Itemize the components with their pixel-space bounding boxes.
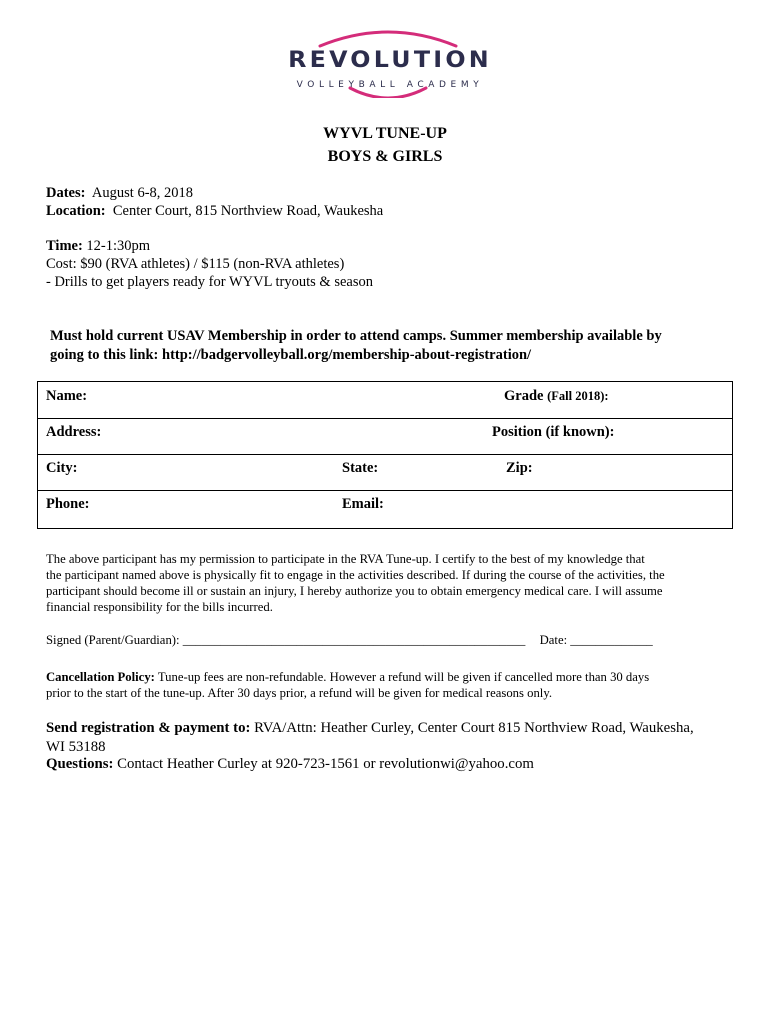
grade-label-detail: (Fall 2018): — [547, 389, 609, 403]
grade-label: Grade — [504, 388, 544, 404]
registration-form-box — [37, 381, 733, 529]
logo-wordmark: REVOLUTION — [288, 48, 492, 73]
drills-line: - Drills to get players ready for WYVL tryouts & season — [46, 274, 373, 290]
send-line-1 — [46, 719, 736, 738]
phone-field[interactable]: Phone: — [46, 496, 90, 512]
page-subtitle: BOYS & GIRLS — [327, 148, 443, 165]
signed-label: Signed (Parent/Guardian): — [46, 633, 180, 647]
email-field[interactable]: Email: — [342, 496, 384, 512]
cancellation-line-2: prior to the start of the tune-up. After 30 days prior, a refund will be given for medical reasons only. — [46, 686, 553, 700]
date-field[interactable]: _____________ — [570, 633, 653, 647]
notice-line-2: going to this link: http://badgervolleyball.org/membership-about-registration/ — [50, 347, 532, 363]
dates-line — [46, 185, 193, 202]
position-field[interactable]: Position (if known): — [492, 424, 615, 440]
grade-field[interactable] — [504, 388, 609, 405]
cancellation-line-1 — [46, 669, 736, 685]
location-line — [46, 203, 383, 220]
questions-label: Questions: — [46, 756, 114, 772]
time-label: Time: — [46, 238, 83, 254]
cancellation-label: Cancellation Policy: — [46, 670, 155, 684]
dates-value: August 6-8, 2018 — [91, 185, 194, 201]
form-row-name — [38, 382, 732, 419]
time-line — [46, 238, 150, 255]
form-row-phone — [38, 490, 732, 528]
notice-line-1: Must hold current USAV Membership in order to attend camps. Summer membership available by — [50, 328, 662, 344]
dates-label: Dates: — [46, 185, 86, 201]
revolution-logo — [268, 24, 508, 98]
permission-line: participant should become ill or sustain an injury, I hereby authorize you to obtain emergency medical care. I will assume — [46, 584, 663, 598]
permission-line: financial responsibility for the bills incurred. — [46, 600, 273, 614]
address-field[interactable]: Address: — [46, 424, 102, 440]
name-field[interactable]: Name: — [46, 388, 88, 404]
state-field[interactable]: State: — [342, 460, 379, 476]
send-address: RVA/Attn: Heather Curley, Center Court 815 Northview Road, Waukesha, — [254, 720, 694, 736]
cost-line: Cost: $90 (RVA athletes) / $115 (non-RVA athletes) — [46, 256, 345, 272]
zip-field[interactable]: Zip: — [506, 460, 533, 476]
city-field[interactable]: City: — [46, 460, 78, 476]
location-label: Location: — [46, 203, 106, 219]
permission-paragraph — [46, 551, 736, 615]
signature-field[interactable]: ______________________________________________________ — [182, 633, 526, 647]
questions-line — [46, 756, 534, 773]
permission-line: the participant named above is physically fit to engage in the activities described. If during the course of the activities, the — [46, 568, 665, 582]
logo-subtitle: VOLLEYBALL ACADEMY — [296, 80, 484, 90]
location-value: Center Court, 815 Northview Road, Waukesha — [112, 203, 384, 219]
form-row-city — [38, 454, 732, 491]
cancellation-text: Tune-up fees are non-refundable. However a refund will be given if cancelled more than 30 days — [157, 670, 650, 684]
date-label: Date: — [539, 633, 568, 647]
questions-contact: Contact Heather Curley at 920-723-1561 or revolutionwi@yahoo.com — [117, 756, 534, 772]
cancellation-policy — [46, 669, 736, 701]
send-label: Send registration & payment to: — [46, 720, 251, 736]
signature-line — [46, 632, 736, 648]
form-row-address — [38, 418, 732, 455]
send-line-2: WI 53188 — [46, 739, 106, 755]
time-value: 12-1:30pm — [86, 238, 151, 254]
membership-notice — [50, 327, 730, 365]
page-title: WYVL TUNE-UP — [323, 125, 447, 142]
permission-line: The above participant has my permission to participate in the RVA Tune-up. I certify to the best of my knowledge that — [46, 552, 645, 566]
send-registration — [46, 719, 736, 757]
